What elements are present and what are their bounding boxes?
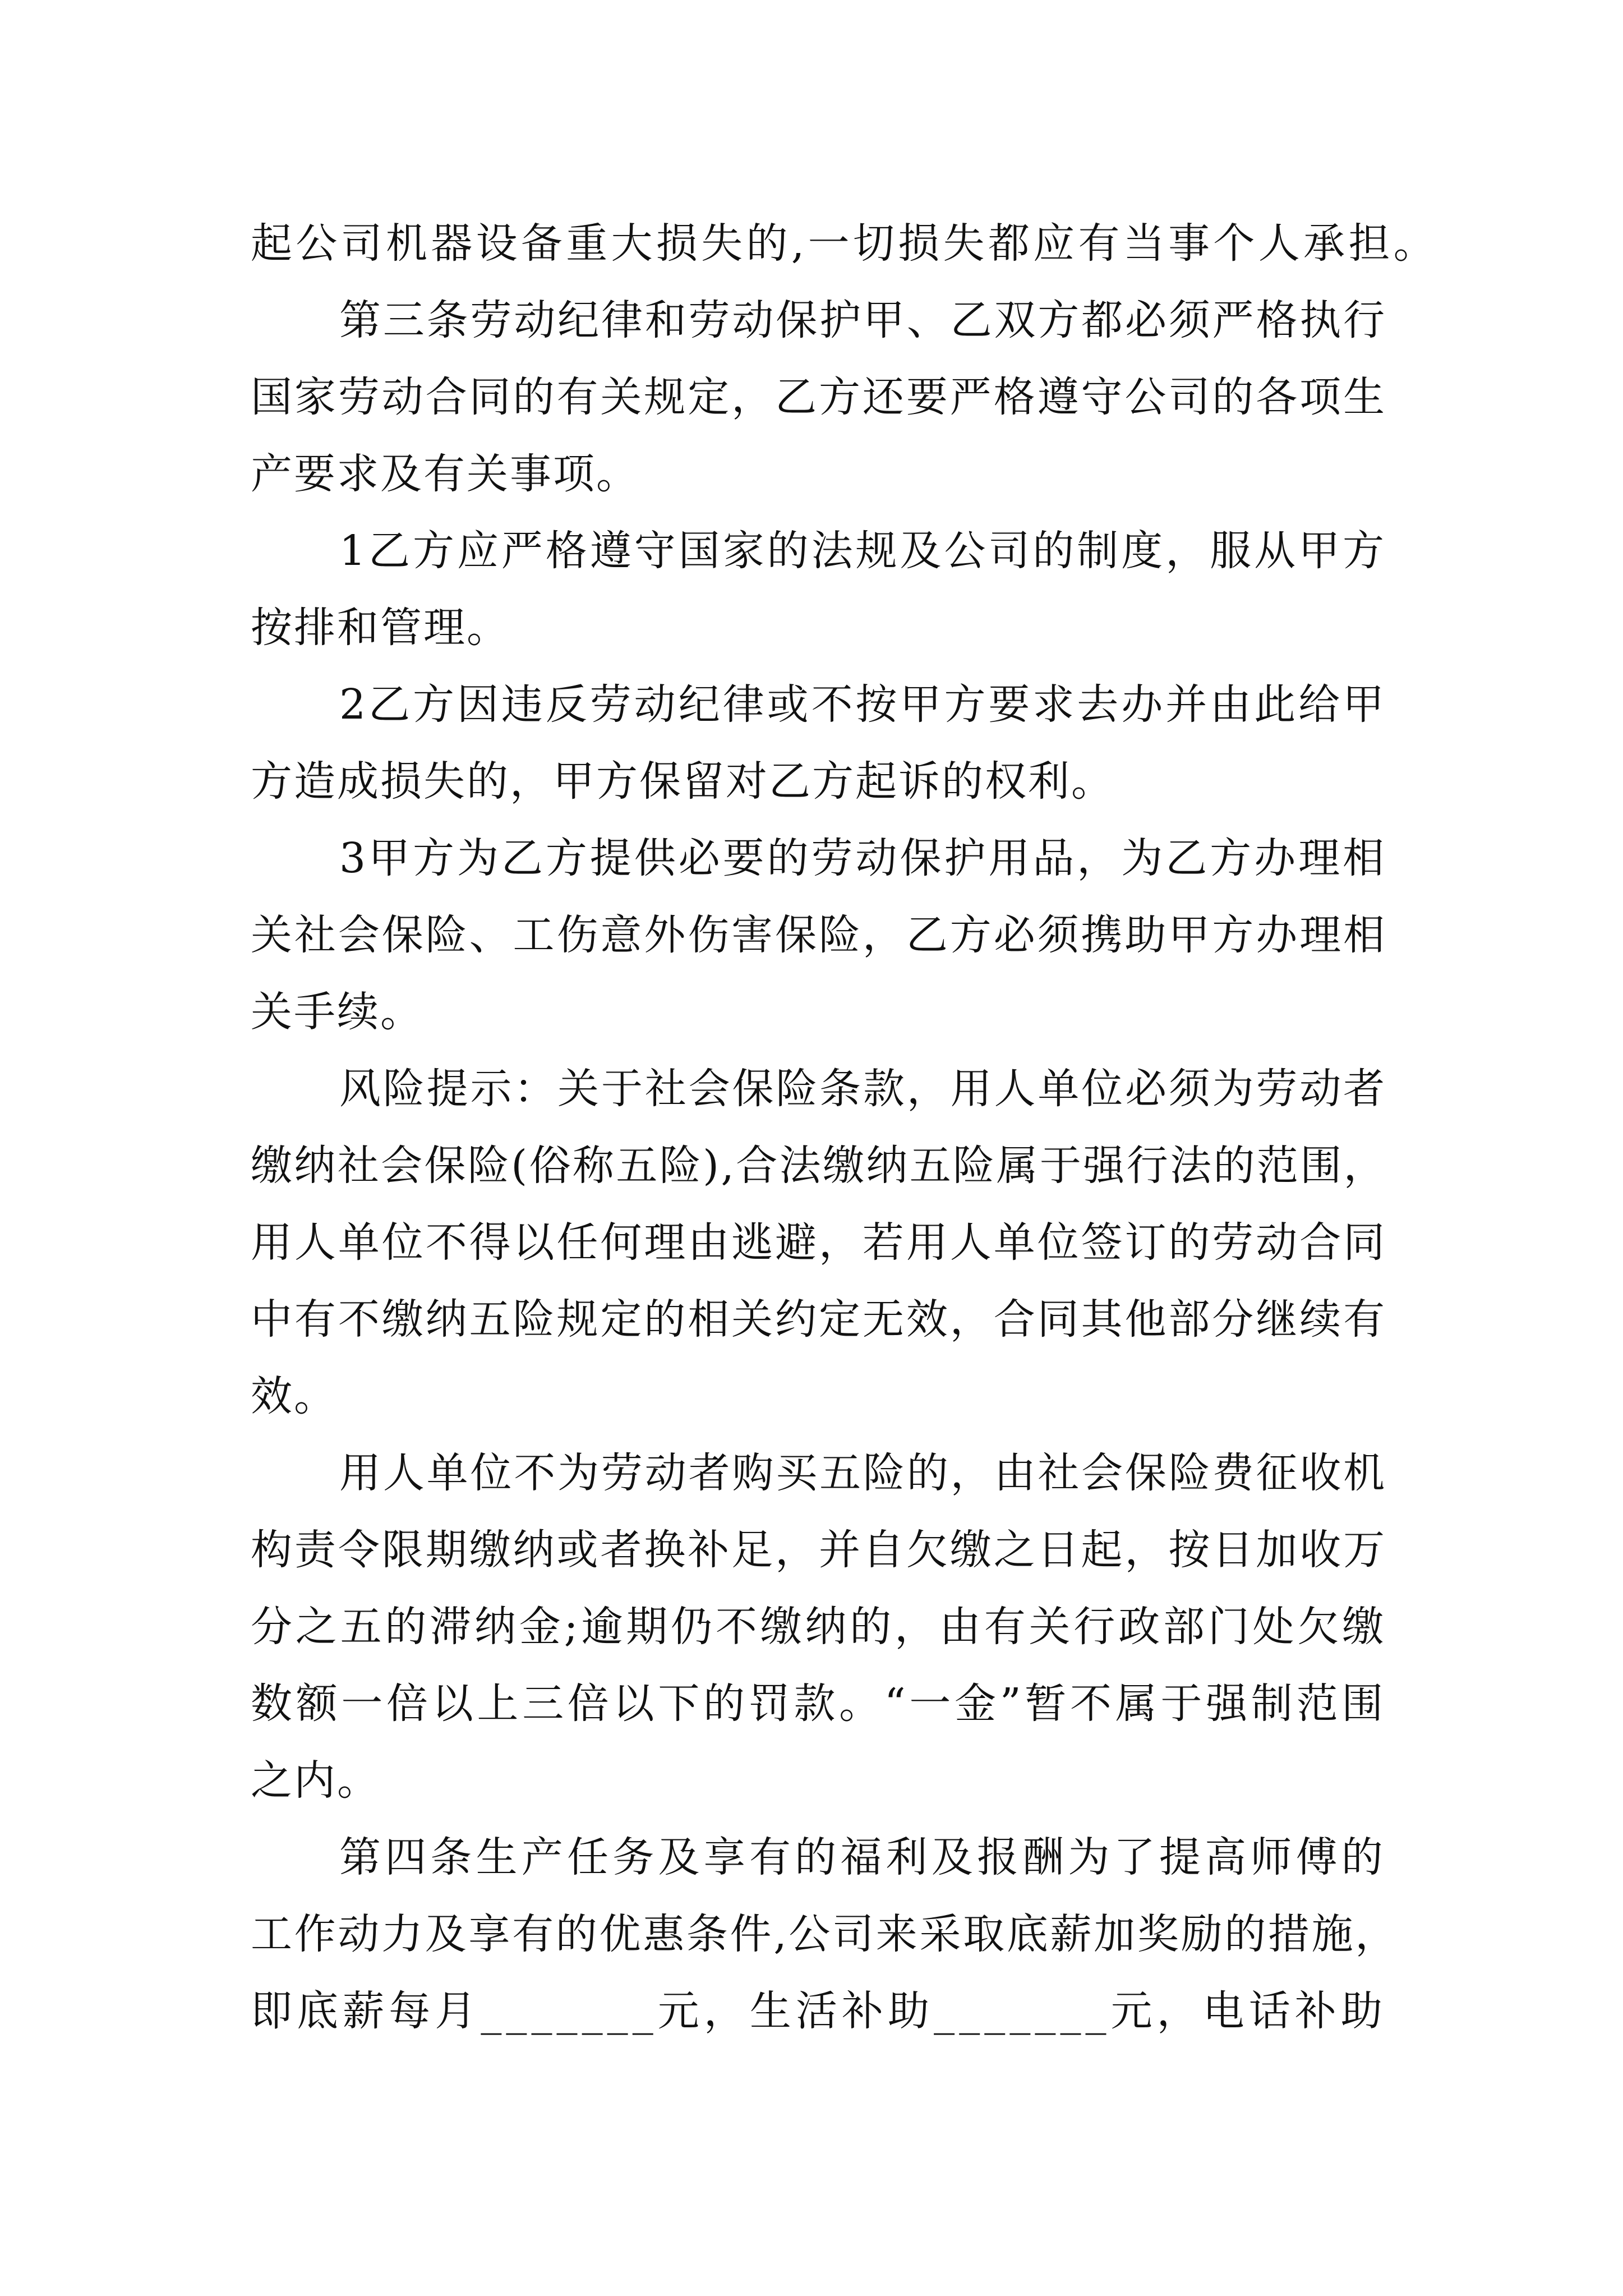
text-line (251, 1665, 1387, 1742)
line-text: 构责令限期缴纳或者换补足，并自欠缴之日起，按日加收万 (251, 1526, 1387, 1574)
text-line (251, 666, 1387, 743)
line-text: 国家劳动合同的有关规定，乙方还要严格遵守公司的各项生 (251, 373, 1387, 421)
line-text: 第四条生产任务及享有的福利及报酬为了提高师傅的 (339, 1833, 1387, 1881)
paragraph-article-4 (251, 1819, 1438, 2050)
line-text: 3甲方为乙方提供必要的劳动保护用品，为乙方办理相 (339, 834, 1387, 882)
text-line (251, 1973, 1387, 2050)
text-line (251, 897, 1387, 974)
line-text: 方造成损失的，甲方保留对乙方起诉的权利。 (251, 757, 1114, 806)
line-text: 用人单位不为劳动者购买五险的，由社会保险费征收机 (339, 1449, 1387, 1497)
text-line (251, 1589, 1387, 1665)
text-line (251, 1281, 1387, 1358)
line-text: 风险提示：关于社会保险条款，用人单位必须为劳动者 (339, 1065, 1387, 1113)
line-text: 按排和管理。 (251, 604, 510, 652)
paragraph-item-3 (251, 820, 1438, 1051)
paragraph-item-2 (251, 666, 1438, 820)
text-line (251, 1358, 1387, 1435)
text-line (251, 359, 1387, 436)
text-line (251, 1128, 1387, 1204)
line-text: 数额一倍以上三倍以下的罚款。“一金”暂不属于强制范围 (251, 1680, 1387, 1728)
line-text: 1乙方应严格遵守国家的法规及公司的制度，服从甲方 (339, 527, 1387, 575)
line-text: 工作动力及享有的优惠条件,公司来采取底薪加奖励的措施， (251, 1910, 1399, 1958)
text-line (251, 1435, 1387, 1512)
line-text: 第三条劳动纪律和劳动保护甲、乙双方都必须严格执行 (339, 296, 1387, 344)
line-text: 中有不缴纳五险规定的相关约定无效，合同其他部分继续有 (251, 1295, 1387, 1343)
text-line (251, 1051, 1387, 1128)
text-line (251, 436, 1387, 513)
line-text: 用人单位不得以任何理由逃避，若用人单位签订的劳动合同 (251, 1218, 1387, 1267)
text-line (251, 974, 1387, 1051)
text-line (251, 1742, 1387, 1819)
line-text: 起公司机器设备重大损失的,一切损失都应有当事个人承担。 (251, 219, 1438, 268)
paragraph-penalty (251, 1435, 1438, 1819)
text-line (251, 1819, 1387, 1896)
line-text: 即底薪每月_______元，生活补助_______元，电话补助 (251, 1987, 1387, 2035)
line-text: 缴纳社会保险(俗称五险),合法缴纳五险属于强行法的范围， (251, 1142, 1387, 1190)
line-text: 效。 (251, 1372, 337, 1420)
paragraph-continuation (251, 205, 1438, 282)
text-line (251, 743, 1387, 820)
line-text: 产要求及有关事项。 (251, 450, 639, 498)
text-line (251, 513, 1387, 590)
line-text: 关手续。 (251, 988, 423, 1036)
text-line (251, 1896, 1399, 1973)
line-text: 2乙方因违反劳动纪律或不按甲方要求去办并由此给甲 (339, 680, 1387, 729)
text-line (251, 1512, 1387, 1589)
document-body (251, 205, 1438, 2050)
paragraph-risk-notice (251, 1051, 1438, 1435)
text-line (251, 820, 1387, 897)
line-text: 分之五的滞纳金;逾期仍不缴纳的，由有关行政部门处欠缴 (251, 1603, 1387, 1651)
text-line (251, 282, 1387, 359)
text-line (251, 1204, 1387, 1281)
text-line (251, 205, 1438, 282)
text-line (251, 590, 1387, 666)
paragraph-article-3 (251, 282, 1438, 513)
line-text: 之内。 (251, 1756, 380, 1805)
paragraph-item-1 (251, 513, 1438, 666)
line-text: 关社会保险、工伤意外伤害保险，乙方必须携助甲方办理相 (251, 911, 1387, 959)
